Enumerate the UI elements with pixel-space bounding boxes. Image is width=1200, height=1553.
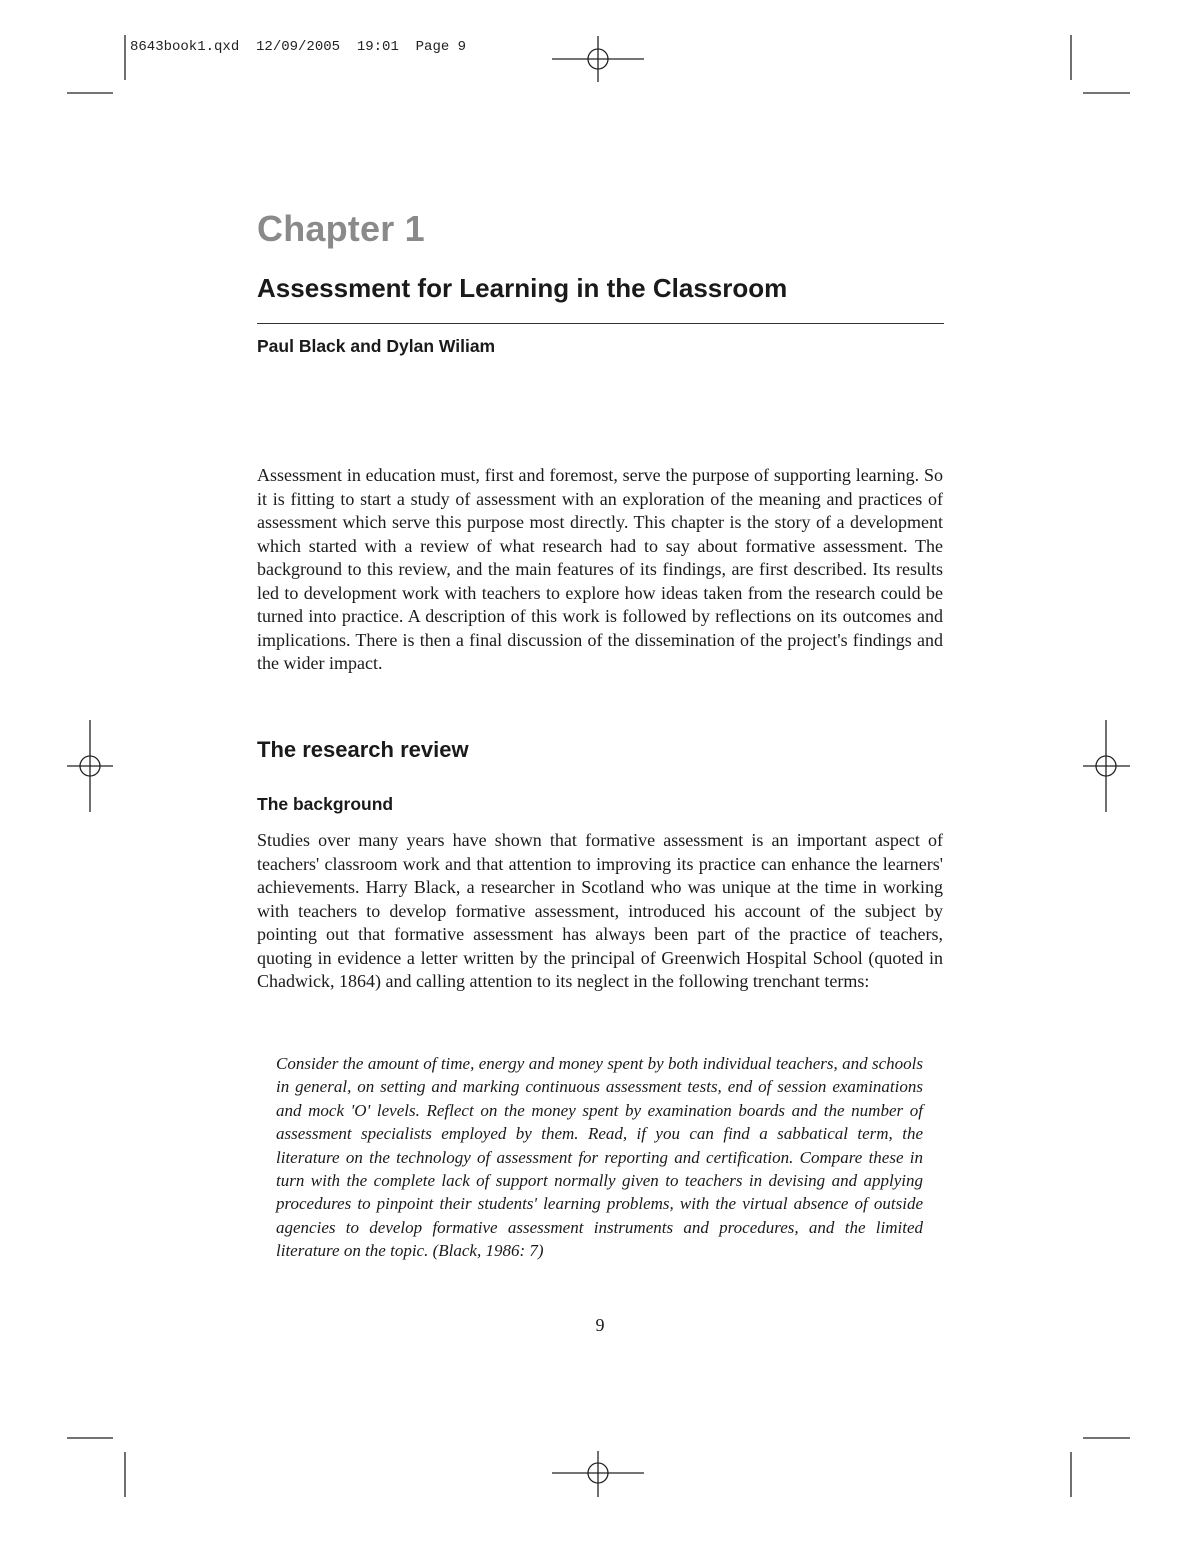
- chapter-authors: Paul Black and Dylan Wiliam: [257, 336, 496, 356]
- block-quote: Consider the amount of time, energy and money spent by both individual teachers, and schools in general, on setting and marking continuous assessment tests, end of session examinations and mock 'O' levels. Reflect on the money spent by examination boards and the number of assessment specialists employed by them. Read, if you can find a sabbatical term, the literature on the technology of assessment for reporting and certification. Compare these in turn with the complete lack of support normally given to teachers in devising and applying procedures to pinpoint their students' learning problems, with the virtual absence of outside agencies to develop formative assessment instruments and procedures, and the limited literature on the topic. (Black, 1986: 7): [276, 1054, 923, 1261]
- subsection-heading: The background: [257, 794, 394, 814]
- registration-mark-right: [1083, 720, 1130, 812]
- page-number: 9: [595, 1315, 605, 1335]
- chapter-title: Assessment for Learning in the Classroom: [257, 273, 788, 303]
- chapter-label: Chapter 1: [257, 208, 425, 249]
- registration-mark-top: [552, 36, 644, 82]
- print-slug-line: 8643book1.qxd 12/09/2005 19:01 Page 9: [130, 39, 467, 55]
- registration-mark-left: [67, 720, 113, 812]
- intro-paragraph: Assessment in education must, first and foremost, serve the purpose of supporting learning. So it is fitting to start a study of assessment with an exploration of the meaning and practices of assessment which serve this purpose most directly. This chapter is the story of a development which started with a review of what research had to say about formative assessment. The background to this review, and the main features of its findings, are first described. Its results led to development work with teachers to explore how ideas taken from the research could be turned into practice. A description of this work is followed by reflections on its outcomes and implications. There is then a final discussion of the dissemination of the project's findings and the wider impact.: [257, 465, 943, 673]
- title-divider: [257, 323, 944, 324]
- section-heading: The research review: [257, 737, 469, 762]
- background-paragraph: Studies over many years have shown that formative assessment is an important aspect of teachers' classroom work and that attention to improving its practice can enhance the learners' achievements. Harry Black, a researcher in Scotland who was unique at the time in working with teachers to develop formative assessment, introduced his account of the subject by pointing out that formative assessment has always been part of the practice of teachers, quoting in evidence a letter written by the principal of Greenwich Hospital School (quoted in Chadwick, 1864) and calling attention to its neglect in the following trenchant terms:: [257, 830, 943, 991]
- registration-mark-bottom: [552, 1451, 644, 1497]
